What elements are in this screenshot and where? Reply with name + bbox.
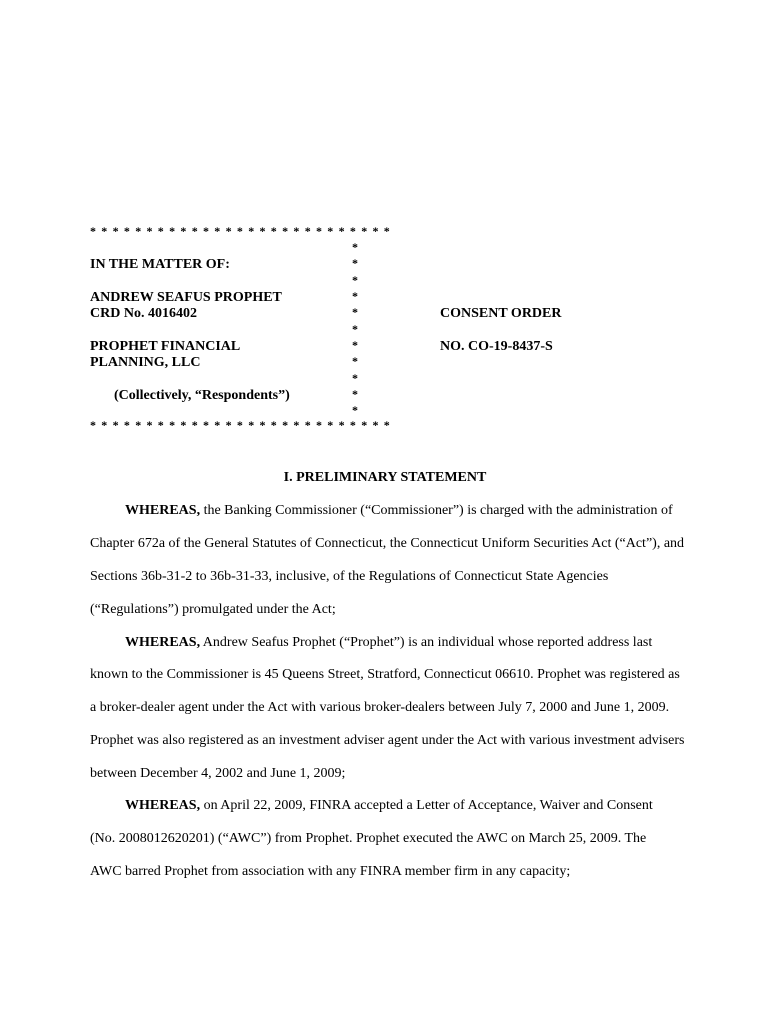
order-title: CONSENT ORDER: [440, 306, 562, 321]
whereas-lead: WHEREAS,: [125, 798, 201, 813]
paragraph-line: between December 4, 2002 and June 1, 2009;: [90, 766, 346, 781]
whereas-lead: WHEREAS,: [125, 503, 201, 518]
caption-star: *: [352, 387, 358, 401]
paragraph-line: Prophet was also registered as an investment adviser agent under the Act with various investment advisers: [90, 733, 685, 748]
paragraph-line: AWC barred Prophet from association with any FINRA member firm in any capacity;: [90, 864, 571, 879]
paragraph-line: [125, 635, 725, 651]
caption-star: *: [352, 322, 358, 336]
paragraph-text: the Banking Commissioner (“Commissioner”) is charged with the administration of: [200, 503, 673, 518]
paragraph-line: (“Regulations”) promulgated under the Act;: [90, 602, 336, 617]
case-caption: [90, 225, 770, 435]
paragraph-line: known to the Commissioner is 45 Queens Street, Stratford, Connecticut 06610. Prophet was registered as: [90, 667, 680, 682]
paragraph-line: a broker-dealer agent under the Act with various broker-dealers between July 7, 2000 and June 1, 2009.: [90, 700, 670, 715]
crd-number: CRD No. 4016402: [90, 306, 197, 321]
whereas-lead: WHEREAS,: [125, 635, 201, 650]
paragraph-line: [125, 798, 725, 814]
caption-star: *: [352, 289, 358, 303]
caption-star: *: [352, 354, 358, 368]
caption-star-rule-top: * * * * * * * * * * * * * * * * * * * * * * * * * * *: [90, 224, 391, 238]
caption-star: *: [352, 256, 358, 270]
caption-star: *: [352, 273, 358, 287]
paragraph-line: (No. 2008012620201) (“AWC”) from Prophet. Prophet executed the AWC on March 25, 2009. The: [90, 831, 647, 846]
order-number: NO. CO-19-8437-S: [440, 339, 553, 354]
caption-star: *: [352, 403, 358, 417]
respondents-collective-label: (Collectively, “Respondents”): [114, 388, 290, 403]
caption-star: *: [352, 240, 358, 254]
section-heading: I. PRELIMINARY STATEMENT: [283, 470, 487, 485]
paragraph-text: Andrew Seafus Prophet (“Prophet”) is an individual whose reported address last: [200, 635, 653, 650]
caption-star: *: [352, 305, 358, 319]
paragraph-line: Sections 36b-31-2 to 36b-31-33, inclusive, of the Regulations of Connecticut State Agencies: [90, 569, 609, 584]
paragraph-line: Chapter 672a of the General Statutes of Connecticut, the Connecticut Uniform Securities Act (“Act”), and: [90, 536, 685, 551]
caption-star-rule-bottom: * * * * * * * * * * * * * * * * * * * * * * * * * * *: [90, 418, 391, 432]
paragraph-text: on April 22, 2009, FINRA accepted a Letter of Acceptance, Waiver and Consent: [200, 798, 653, 813]
caption-star: *: [352, 371, 358, 385]
in-the-matter-label: IN THE MATTER OF:: [90, 257, 230, 272]
paragraph-line: [125, 503, 725, 519]
firm-name-line2: PLANNING, LLC: [90, 355, 201, 370]
firm-name-line1: PROPHET FINANCIAL: [90, 339, 241, 354]
respondent-name: ANDREW SEAFUS PROPHET: [90, 290, 282, 305]
caption-star: *: [352, 338, 358, 352]
